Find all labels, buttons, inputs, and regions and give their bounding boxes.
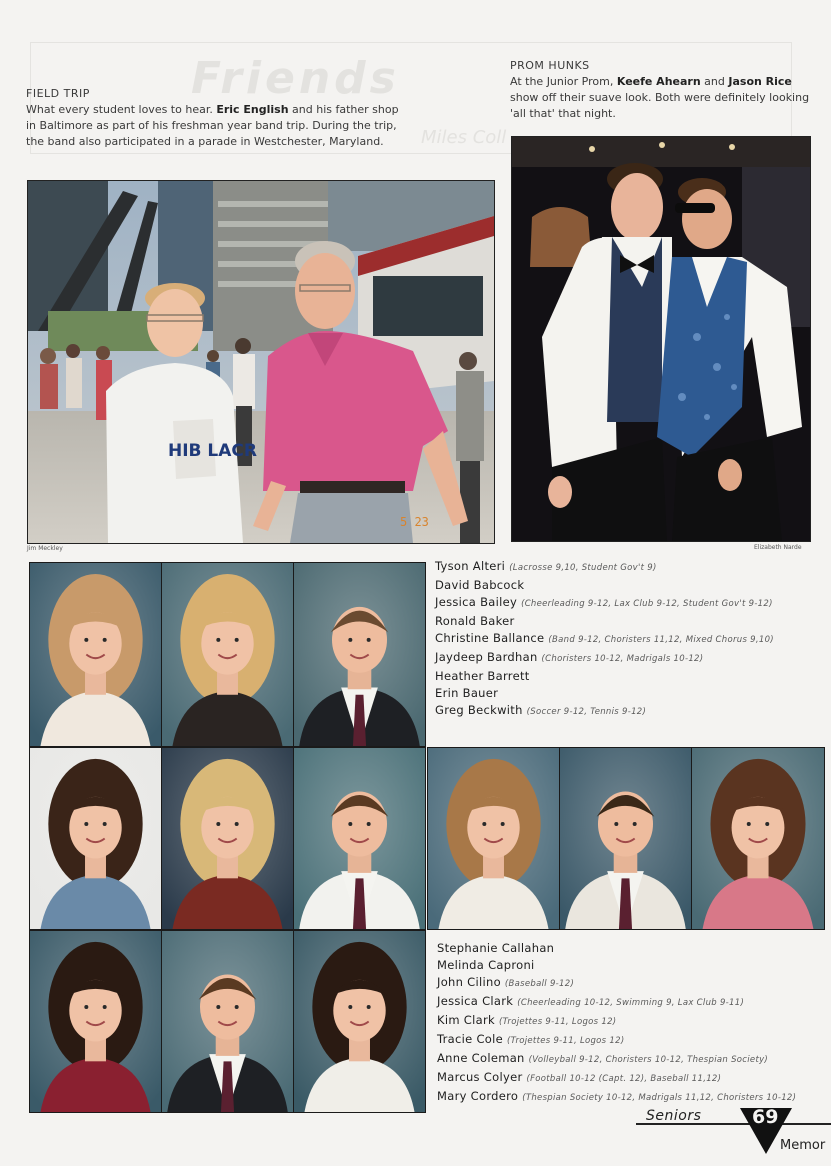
senior-name: Jaydeep Bardhan (435, 650, 538, 664)
senior-portrait (161, 747, 294, 930)
senior-activities: (Football 10-12 (Capt. 12), Baseball 11,12) (526, 1074, 722, 1084)
senior-name: Melinda Caproni (437, 958, 535, 972)
senior-activities: (Soccer 9-12, Tennis 9-12) (526, 707, 647, 717)
caption-name: Eric English (216, 103, 289, 116)
senior-activities: (Choristers 10-12, Madrigals 10-12) (541, 654, 704, 664)
senior-activities: (Trojettes 9-11, Logos 12) (507, 1036, 625, 1046)
senior-portrait (691, 747, 825, 930)
senior-name: Jessica Clark (437, 994, 514, 1008)
portrait-art (162, 563, 293, 746)
caption-text: and (704, 75, 725, 88)
senior-entry (437, 1031, 796, 1050)
senior-entry (435, 630, 774, 649)
senior-portrait (293, 562, 426, 747)
ghost-subtitle: Miles Coll (421, 127, 507, 148)
senior-name: Ronald Baker (435, 614, 515, 628)
photo-credit-right: Elizabeth Narde (754, 544, 802, 551)
senior-entry (437, 1088, 796, 1107)
portrait-art (560, 748, 691, 929)
field-trip-caption (26, 86, 406, 150)
senior-entry (435, 702, 774, 721)
caption-text: show off their suave look. Both were definitely looking 'all that' that night. (510, 91, 810, 120)
senior-entry (435, 685, 774, 702)
portrait-art (294, 931, 425, 1112)
senior-portrait (559, 747, 692, 930)
senior-names-list-2 (437, 940, 796, 1107)
caption-name: Keefe Ahearn (616, 75, 701, 88)
senior-entry (437, 1050, 796, 1069)
portrait-art (294, 563, 425, 746)
senior-portrait (293, 930, 426, 1113)
senior-name: David Babcock (435, 578, 525, 592)
senior-activities: (Cheerleading 10-12, Swimming 9, Lax Club 9-11) (517, 998, 745, 1008)
portrait-art (162, 748, 293, 929)
field-trip-photo-art (28, 181, 494, 543)
senior-activities: (Thespian Society 10-12, Madrigals 11,12, Choristers 10-12) (522, 1093, 797, 1103)
senior-entry (437, 974, 796, 993)
senior-entry (437, 1069, 796, 1088)
caption-text: At the Junior Prom, (510, 75, 614, 88)
prom-photo-art (512, 137, 810, 541)
senior-name: Greg Beckwith (435, 703, 523, 717)
footer-section-label: Seniors (646, 1108, 702, 1124)
field-trip-heading: FIELD TRIP (26, 87, 90, 100)
senior-entry (435, 577, 774, 594)
senior-portrait (29, 930, 162, 1113)
senior-entry (437, 940, 796, 957)
senior-activities: (Baseball 9-12) (504, 979, 575, 989)
senior-entry (435, 613, 774, 630)
senior-activities: (Trojettes 9-11, Logos 12) (498, 1017, 617, 1027)
caption-text: What every student loves to hear. (26, 103, 213, 116)
senior-names-list-1 (435, 558, 774, 721)
caption-name: Jason Rice (728, 75, 792, 88)
senior-name: Mary Cordero (437, 1089, 519, 1103)
field-trip-photo (27, 180, 495, 544)
next-section-label: Memor (780, 1138, 826, 1153)
senior-entry (437, 1012, 796, 1031)
senior-entry (435, 668, 774, 685)
senior-name: Marcus Colyer (437, 1070, 523, 1084)
senior-activities: (Volleyball 9-12, Choristers 10-12, Thespian Society) (528, 1055, 769, 1065)
ghost-title: Friends (191, 53, 400, 104)
senior-activities: (Cheerleading 9-12, Lax Club 9-12, Student Gov't 9-12) (521, 599, 773, 609)
prom-hunks-caption (510, 58, 810, 122)
portrait-art (30, 563, 161, 746)
senior-entry (435, 594, 774, 613)
senior-portrait (161, 930, 294, 1113)
senior-name: Tyson Alteri (435, 559, 506, 573)
senior-name: Tracie Cole (437, 1032, 503, 1046)
senior-entry (435, 649, 774, 668)
portrait-art (162, 931, 293, 1112)
senior-portrait (161, 562, 294, 747)
senior-name: Heather Barrett (435, 669, 530, 683)
senior-name: Stephanie Callahan (437, 941, 555, 955)
senior-name: Anne Coleman (437, 1051, 525, 1065)
portrait-art (30, 748, 161, 929)
senior-name: John Cilino (437, 975, 501, 989)
prom-hunks-heading: PROM HUNKS (510, 59, 590, 72)
senior-portrait (427, 747, 560, 930)
portrait-art (428, 748, 559, 929)
page-number: 69 (752, 1106, 779, 1128)
shirt-print: HIB LACR (168, 441, 257, 461)
senior-portrait (293, 747, 426, 930)
senior-name: Erin Bauer (435, 686, 499, 700)
senior-entry (437, 957, 796, 974)
caption-text: and his father shop in Baltimore as part of his freshman year band trip. During the trip, the band also participated in a parade in Westchester, Maryland. (26, 103, 399, 148)
portrait-art (30, 931, 161, 1112)
senior-portrait (29, 562, 162, 747)
senior-activities: (Band 9-12, Choristers 11,12, Mixed Chorus 9,10) (548, 635, 774, 645)
senior-activities: (Lacrosse 9,10, Student Gov't 9) (509, 563, 657, 573)
senior-name: Jessica Bailey (435, 595, 518, 609)
senior-entry (435, 558, 774, 577)
senior-portrait (29, 747, 162, 930)
senior-entry (437, 993, 796, 1012)
photo-datestamp: 5 23 (400, 515, 429, 529)
prom-photo (511, 136, 811, 542)
portrait-art (294, 748, 425, 929)
photo-credit-left: Jim Meckley (27, 545, 63, 552)
senior-name: Kim Clark (437, 1013, 495, 1027)
senior-name: Christine Ballance (435, 631, 545, 645)
portrait-art (692, 748, 824, 929)
